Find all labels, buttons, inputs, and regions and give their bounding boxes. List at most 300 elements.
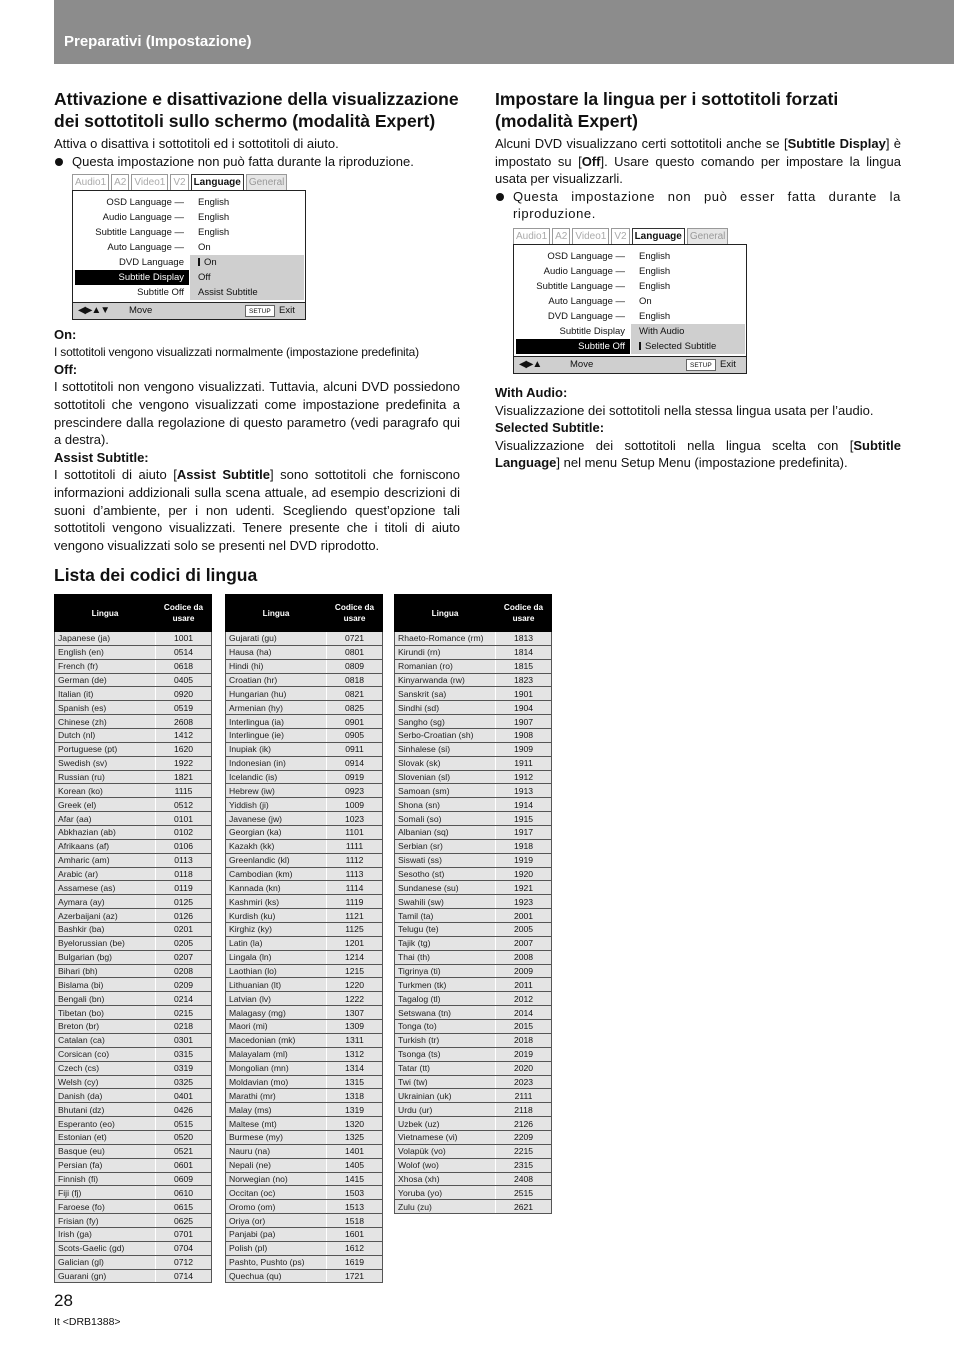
language-code: 1325 <box>327 1130 383 1144</box>
osd-row-value <box>198 225 229 240</box>
language-name: Turkish (tr) <box>395 1033 496 1047</box>
osd-row <box>73 255 305 270</box>
osd-row-value-text: Assist Subtitle <box>198 287 258 299</box>
table-row <box>395 1200 552 1214</box>
table-row <box>55 1130 212 1144</box>
language-code: 2118 <box>496 1103 552 1117</box>
language-name: Danish (da) <box>55 1089 156 1103</box>
language-code: 0905 <box>327 729 383 743</box>
osd-row-label: DVD Language <box>119 257 184 269</box>
language-code: 1101 <box>327 826 383 840</box>
osd-row-value-text: With Audio <box>639 325 685 337</box>
language-name: Cambodian (km) <box>226 867 327 881</box>
table-row <box>226 853 383 867</box>
language-code: 2018 <box>496 1033 552 1047</box>
table-row <box>55 1214 212 1228</box>
language-code: 2111 <box>496 1089 552 1103</box>
table-row <box>395 1144 552 1158</box>
osd-tab-v2: V2 <box>170 174 188 190</box>
table-row <box>55 1255 212 1269</box>
language-name: Sangho (sg) <box>395 715 496 729</box>
table-row <box>55 826 212 840</box>
osd-row-value <box>198 210 229 225</box>
table-row <box>395 1075 552 1089</box>
table-row <box>395 1089 552 1103</box>
table-row <box>226 1033 383 1047</box>
language-code: 0215 <box>156 1006 212 1020</box>
language-code: 1311 <box>327 1033 383 1047</box>
language-name: Bulgarian (bg) <box>55 950 156 964</box>
table-row <box>226 909 383 923</box>
table-row <box>55 1006 212 1020</box>
language-name: Kashmiri (ks) <box>226 895 327 909</box>
language-name: Interlingue (ie) <box>226 729 327 743</box>
language-name: Aymara (ay) <box>55 895 156 909</box>
language-name: Zulu (zu) <box>395 1200 496 1214</box>
assist-text: I sottotitoli di aiuto [Assist Subtitle] sono sottotitoli che forniscono informazioni addizionali sulla scena attuale, ad esempio descrizioni di suoni d’ambiente, per i non udenti. Scegliendo quest’opzione tali sottotitoli vengono visualizzati. Tenere presente che i titoli di aiuto vengono visualizzati solo se presenti nel DVD riprodotto. <box>54 467 461 553</box>
osd-row <box>514 264 746 279</box>
table-row <box>55 1117 212 1131</box>
language-name: Macedonian (mk) <box>226 1033 327 1047</box>
table-row <box>226 1117 383 1131</box>
osd-row-label: Subtitle Display <box>559 325 625 337</box>
table-row <box>226 729 383 743</box>
table-row <box>55 770 212 784</box>
language-name: Abkhazian (ab) <box>55 826 156 840</box>
language-name: Breton (br) <box>55 1020 156 1034</box>
with-audio-term: With Audio: <box>495 384 568 400</box>
table-row <box>395 1172 552 1186</box>
language-code: 0911 <box>327 742 383 756</box>
column-header-code: Codice da usare <box>496 595 552 632</box>
language-name: Xhosa (xh) <box>395 1172 496 1186</box>
left-heading: Attivazione e disattivazione della visualizzazione dei sottotitoli sullo schermo (modalità Expert) <box>54 89 459 131</box>
table-row <box>226 1255 383 1269</box>
table-row <box>226 867 383 881</box>
table-row <box>55 1033 212 1047</box>
table-row <box>226 812 383 826</box>
language-code: 0401 <box>156 1089 212 1103</box>
language-name: Kazakh (kk) <box>226 839 327 853</box>
language-code: 1314 <box>327 1061 383 1075</box>
language-name: Oromo (om) <box>226 1200 327 1214</box>
table-row <box>226 1006 383 1020</box>
table-row <box>395 1130 552 1144</box>
language-code: 1415 <box>327 1172 383 1186</box>
language-code: 1121 <box>327 909 383 923</box>
language-name: Serbian (sr) <box>395 839 496 853</box>
osd-tab-v2: V2 <box>611 228 629 244</box>
table-row <box>395 1033 552 1047</box>
language-name: German (de) <box>55 673 156 687</box>
language-name: Nauru (na) <box>226 1144 327 1158</box>
language-name: Faroese (fo) <box>55 1200 156 1214</box>
language-name: Tamil (ta) <box>395 909 496 923</box>
table-row <box>395 673 552 687</box>
language-name: Sanskrit (sa) <box>395 687 496 701</box>
language-name: Chinese (zh) <box>55 715 156 729</box>
language-name: Sinhalese (si) <box>395 742 496 756</box>
language-code: 1915 <box>496 812 552 826</box>
language-code: 1904 <box>496 701 552 715</box>
language-name: Dutch (nl) <box>55 729 156 743</box>
language-code: 2608 <box>156 715 212 729</box>
language-code: 2209 <box>496 1130 552 1144</box>
language-name: Russian (ru) <box>55 770 156 784</box>
table-row <box>55 1172 212 1186</box>
osd-row-value <box>198 255 217 270</box>
column-header-language: Lingua <box>226 595 327 632</box>
language-code: 2009 <box>496 964 552 978</box>
language-name: Quechua (qu) <box>226 1269 327 1283</box>
language-name: Tajik (tg) <box>395 936 496 950</box>
language-name: Italian (it) <box>55 687 156 701</box>
osd-move-label: Move <box>570 358 594 370</box>
language-code: 1815 <box>496 659 552 673</box>
table-row <box>395 742 552 756</box>
language-code-table <box>394 594 552 1214</box>
osd-row-label: Subtitle Language — <box>95 227 184 239</box>
table-row <box>55 1186 212 1200</box>
language-name: Samoan (sm) <box>395 784 496 798</box>
language-code: 1917 <box>496 826 552 840</box>
language-code: 0601 <box>156 1158 212 1172</box>
table-row <box>395 645 552 659</box>
table-row <box>395 632 552 646</box>
language-code: 1318 <box>327 1089 383 1103</box>
off-term: Off: <box>54 361 78 377</box>
language-name: Volapük (vo) <box>395 1144 496 1158</box>
language-code: 1222 <box>327 992 383 1006</box>
osd-row-value <box>198 195 229 210</box>
table-row <box>226 923 383 937</box>
section-title: Preparativi (Impostazione) <box>64 33 252 50</box>
cursor-icon <box>639 342 641 350</box>
table-row <box>395 826 552 840</box>
table-row <box>226 742 383 756</box>
osd-row-label: Subtitle Language — <box>536 280 625 292</box>
assist-term: Assist Subtitle: <box>54 449 149 465</box>
language-code-table <box>225 594 383 1283</box>
language-name: Malay (ms) <box>226 1103 327 1117</box>
right-column <box>495 88 901 472</box>
table-row <box>395 1103 552 1117</box>
table-row <box>226 1200 383 1214</box>
language-code: 1920 <box>496 867 552 881</box>
table-row <box>395 1047 552 1061</box>
column-header-language: Lingua <box>55 595 156 632</box>
table-row <box>395 770 552 784</box>
language-code: 1309 <box>327 1020 383 1034</box>
table-row <box>395 659 552 673</box>
table-row <box>55 687 212 701</box>
language-name: Marathi (mr) <box>226 1089 327 1103</box>
table-row <box>55 673 212 687</box>
language-name: Swahili (sw) <box>395 895 496 909</box>
language-code: 0809 <box>327 659 383 673</box>
osd-row <box>514 294 746 309</box>
table-row <box>55 853 212 867</box>
language-code: 1201 <box>327 936 383 950</box>
language-name: Tigrinya (ti) <box>395 964 496 978</box>
language-code: 0818 <box>327 673 383 687</box>
document-code: It <DRB1388> <box>54 1316 121 1328</box>
table-row <box>55 881 212 895</box>
language-code: 0325 <box>156 1075 212 1089</box>
osd-row-label: Auto Language — <box>548 295 625 307</box>
language-code: 0825 <box>327 701 383 715</box>
language-code: 0901 <box>327 715 383 729</box>
language-code: 1114 <box>327 881 383 895</box>
table-row <box>395 715 552 729</box>
table-row <box>55 756 212 770</box>
language-name: Turkmen (tk) <box>395 978 496 992</box>
osd-row <box>73 225 305 240</box>
table-row <box>226 770 383 784</box>
language-code: 2014 <box>496 1006 552 1020</box>
language-name: Gujarati (gu) <box>226 632 327 646</box>
osd-row-value <box>198 285 258 300</box>
language-name: Indonesian (in) <box>226 756 327 770</box>
table-row <box>226 715 383 729</box>
osd-row-value-text: Selected Subtitle <box>645 340 717 352</box>
table-row <box>395 881 552 895</box>
language-name: Malagasy (mg) <box>226 1006 327 1020</box>
table-row <box>226 881 383 895</box>
osd-row-value-text: Off <box>198 272 211 284</box>
language-name: Latvian (lv) <box>226 992 327 1006</box>
table-row <box>226 687 383 701</box>
language-code: 1912 <box>496 770 552 784</box>
language-name: Swedish (sv) <box>55 756 156 770</box>
language-code: 0520 <box>156 1130 212 1144</box>
table-row <box>395 867 552 881</box>
language-code: 0801 <box>327 645 383 659</box>
arrow-keys-icon: ◀▶▲▼ <box>78 305 110 317</box>
table-row <box>395 1061 552 1075</box>
language-name: Occitan (oc) <box>226 1186 327 1200</box>
language-code: 0704 <box>156 1241 212 1255</box>
table-row <box>55 936 212 950</box>
off-text: I sottotitoli non vengono visualizzati. Tuttavia, alcuni DVD possiedono sottotitoli che vengono visualizzati come impostazione predefinita a prescindere dalla regolazione di questo parametro (vedi paragrafo qui a destra). <box>54 379 460 448</box>
language-list-title: Lista dei codici di lingua <box>54 565 258 585</box>
language-name: Tatar (tt) <box>395 1061 496 1075</box>
language-code: 1214 <box>327 950 383 964</box>
language-code: 2007 <box>496 936 552 950</box>
osd-row <box>73 270 305 285</box>
table-row <box>55 839 212 853</box>
table-row <box>226 673 383 687</box>
table-row <box>55 1047 212 1061</box>
osd-tab-a2: A2 <box>111 174 129 190</box>
table-row <box>226 1172 383 1186</box>
language-name: Lingala (ln) <box>226 950 327 964</box>
language-name: Tsonga (ts) <box>395 1047 496 1061</box>
osd-row-value-text: English <box>198 212 230 224</box>
language-code: 1913 <box>496 784 552 798</box>
language-name: Armenian (hy) <box>226 701 327 715</box>
language-name: Laothian (lo) <box>226 964 327 978</box>
table-row <box>55 895 212 909</box>
language-code: 2023 <box>496 1075 552 1089</box>
table-row <box>395 701 552 715</box>
language-code-table <box>54 594 212 1283</box>
language-code: 0207 <box>156 950 212 964</box>
table-row <box>395 936 552 950</box>
osd-row-value-text: On <box>198 242 211 254</box>
osd-row <box>514 249 746 264</box>
language-name: Bhutani (dz) <box>55 1103 156 1117</box>
selected-subtitle-text: Visualizzazione dei sottotitoli nella lingua scelta con [Subtitle Language] nel menu Setup Menu (impostazione predefinita). <box>495 437 901 471</box>
language-code: 1113 <box>327 867 383 881</box>
osd-row-value-text: English <box>639 265 671 277</box>
right-bullet-text: Questa impostazione non può esser fatta durante la riproduzione. <box>513 188 901 222</box>
language-name: Slovenian (sl) <box>395 770 496 784</box>
osd-row-label: Subtitle Off <box>137 287 184 299</box>
table-row <box>395 992 552 1006</box>
language-name: Tagalog (tl) <box>395 992 496 1006</box>
language-code: 1312 <box>327 1047 383 1061</box>
table-row <box>55 923 212 937</box>
language-code: 1922 <box>156 756 212 770</box>
language-code: 1112 <box>327 853 383 867</box>
language-code: 1518 <box>327 1214 383 1228</box>
language-code: 1821 <box>156 770 212 784</box>
table-row <box>226 1047 383 1061</box>
language-name: Frisian (fy) <box>55 1214 156 1228</box>
language-name: Estonian (et) <box>55 1130 156 1144</box>
language-name: Maori (mi) <box>226 1020 327 1034</box>
table-row <box>55 784 212 798</box>
language-code: 0919 <box>327 770 383 784</box>
table-row <box>226 1227 383 1241</box>
language-name: Twi (tw) <box>395 1075 496 1089</box>
language-name: Moldavian (mo) <box>226 1075 327 1089</box>
table-row <box>226 1020 383 1034</box>
left-column <box>54 88 460 554</box>
language-name: Serbo-Croatian (sh) <box>395 729 496 743</box>
language-name: Yiddish (ji) <box>226 798 327 812</box>
table-row <box>55 659 212 673</box>
language-code: 0821 <box>327 687 383 701</box>
language-code: 1814 <box>496 645 552 659</box>
language-code: 0209 <box>156 978 212 992</box>
arrow-keys-icon: ◀▶▲ <box>519 358 542 370</box>
language-code: 1405 <box>327 1158 383 1172</box>
table-row <box>226 659 383 673</box>
language-name: Kirundi (rn) <box>395 645 496 659</box>
table-row <box>395 978 552 992</box>
table-row <box>395 1186 552 1200</box>
language-code: 0426 <box>156 1103 212 1117</box>
table-row <box>226 964 383 978</box>
language-name: Shona (sn) <box>395 798 496 812</box>
language-code: 1619 <box>327 1255 383 1269</box>
column-header-language: Lingua <box>395 595 496 632</box>
table-row <box>55 715 212 729</box>
language-code: 1119 <box>327 895 383 909</box>
language-code: 0113 <box>156 853 212 867</box>
left-bullet-text: Questa impostazione non può fatta durante la riproduzione. <box>72 153 414 169</box>
language-code: 1215 <box>327 964 383 978</box>
language-name: Nepali (ne) <box>226 1158 327 1172</box>
language-name: Hausa (ha) <box>226 645 327 659</box>
language-code: 2012 <box>496 992 552 1006</box>
language-code: 0923 <box>327 784 383 798</box>
language-code: 0301 <box>156 1033 212 1047</box>
language-name: Yoruba (yo) <box>395 1186 496 1200</box>
osd-row-value <box>639 264 670 279</box>
language-code: 2408 <box>496 1172 552 1186</box>
language-name: Byelorussian (be) <box>55 936 156 950</box>
osd-row-label: OSD Language — <box>547 250 625 262</box>
language-code: 1721 <box>327 1269 383 1283</box>
table-row <box>226 1061 383 1075</box>
table-row <box>55 1269 212 1283</box>
osd-row-value <box>639 324 684 339</box>
table-row <box>395 687 552 701</box>
language-name: Scots-Gaelic (gd) <box>55 1241 156 1255</box>
language-name: Panjabi (pa) <box>226 1227 327 1241</box>
osd-footer <box>514 356 746 373</box>
on-term: On: <box>54 327 77 343</box>
language-name: Interlingua (ia) <box>226 715 327 729</box>
table-row <box>55 1075 212 1089</box>
table-row <box>226 895 383 909</box>
language-name: Catalan (ca) <box>55 1033 156 1047</box>
language-code: 1612 <box>327 1241 383 1255</box>
language-code: 1023 <box>327 812 383 826</box>
table-row <box>226 1130 383 1144</box>
language-code: 1909 <box>496 742 552 756</box>
language-name: Guarani (gn) <box>55 1269 156 1283</box>
selected-subtitle-term: Selected Subtitle: <box>495 420 605 436</box>
language-code: 0625 <box>156 1214 212 1228</box>
cursor-icon <box>198 258 200 266</box>
osd-tab-general: General <box>246 174 288 190</box>
setup-button-icon: SETUP <box>686 359 716 371</box>
table-row <box>55 978 212 992</box>
osd-panel <box>72 190 306 320</box>
language-name: Esperanto (eo) <box>55 1117 156 1131</box>
language-name: Sesotho (st) <box>395 867 496 881</box>
language-name: Pashto, Pushto (ps) <box>226 1255 327 1269</box>
osd-row-label: Audio Language — <box>543 265 625 277</box>
language-name: Lithuanian (lt) <box>226 978 327 992</box>
language-name: Arabic (ar) <box>55 867 156 881</box>
language-name: French (fr) <box>55 659 156 673</box>
osd-tab-bar <box>72 174 289 191</box>
language-code: 0914 <box>327 756 383 770</box>
language-name: Portuguese (pt) <box>55 742 156 756</box>
table-row <box>395 839 552 853</box>
osd-row-label: Subtitle Display <box>75 270 189 285</box>
with-audio-text: Visualizzazione dei sottotitoli nella stessa lingua usata per l’audio. <box>495 402 874 418</box>
table-row <box>226 978 383 992</box>
osd-row-value <box>639 309 670 324</box>
language-name: Kannada (kn) <box>226 881 327 895</box>
language-name: Mongolian (mn) <box>226 1061 327 1075</box>
table-row <box>55 964 212 978</box>
language-name: Afrikaans (af) <box>55 839 156 853</box>
table-row <box>395 923 552 937</box>
language-name: Bislama (bi) <box>55 978 156 992</box>
table-row <box>226 645 383 659</box>
language-code: 1620 <box>156 742 212 756</box>
table-row <box>55 645 212 659</box>
language-code: 0315 <box>156 1047 212 1061</box>
page-number: 28 <box>54 1291 73 1310</box>
